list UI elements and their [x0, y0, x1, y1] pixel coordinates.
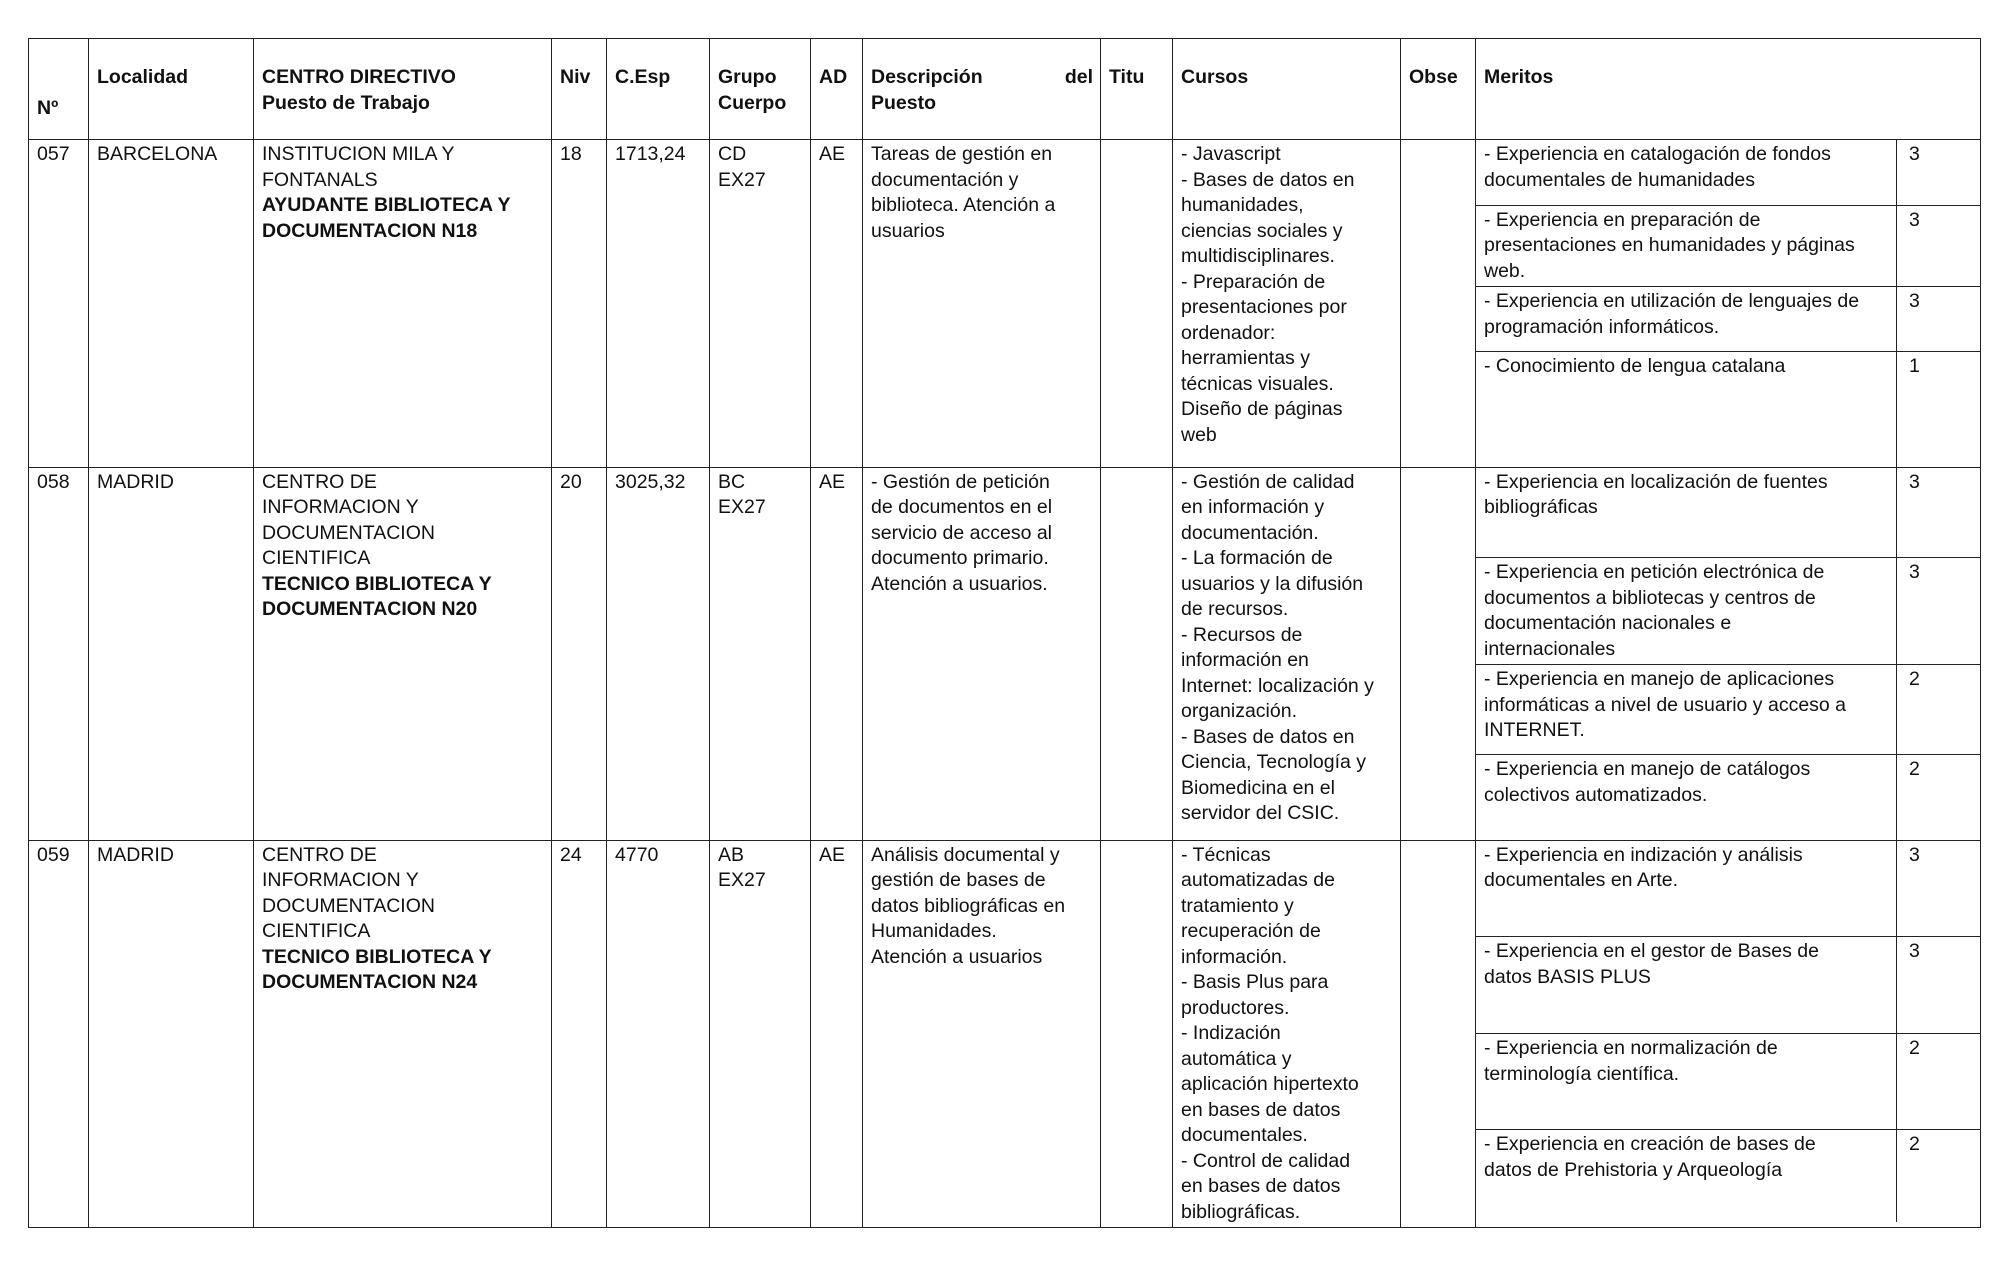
merit-text: - Conocimiento de lengua catalana: [1484, 355, 1786, 377]
row-no: 057: [29, 140, 89, 468]
header-niv: Niv: [552, 39, 607, 140]
meritos-list: [1476, 841, 1980, 1222]
row-obse: [1401, 467, 1476, 840]
merit-item: [1476, 937, 1980, 1034]
merit-item: [1476, 558, 1980, 665]
header-centro: [254, 39, 552, 140]
row-no: 059: [29, 840, 89, 1228]
merit-points: 3: [1897, 558, 1981, 665]
table-row: [29, 140, 1981, 468]
row-ad: AE: [811, 140, 863, 468]
header-no: Nº: [29, 39, 89, 140]
row-cesp: 3025,32: [607, 467, 710, 840]
row-cursos: - Técnicas automatizadas de tratamiento y recuperación de información. - Basis Plus para productores. - Indización automática y aplicación hipertexto en bases de datos documentales. - Control de calidad en bases de datos bibliográficas.: [1173, 840, 1401, 1228]
row-titu: [1101, 140, 1173, 468]
merit-text: - Experiencia en normalización de terminología científica.: [1476, 1034, 1897, 1130]
row-centro: CENTRO DE INFORMACION Y DOCUMENTACION CIENTIFICA: [262, 843, 435, 942]
header-row: [29, 39, 1981, 140]
row-niv: 24: [552, 840, 607, 1228]
merit-points: 1: [1897, 352, 1981, 467]
row-ad: AE: [811, 467, 863, 840]
merit-item: [1476, 665, 1980, 755]
row-grupo: AB EX27: [710, 840, 811, 1228]
meritos-list: [1476, 140, 1980, 467]
merit-points: 3: [1897, 205, 1981, 287]
merit-text: - Experiencia en manejo de catálogos colectivos automatizados.: [1484, 758, 1811, 806]
row-titu: [1101, 840, 1173, 1228]
row-puesto: AYUDANTE BIBLIOTECA Y DOCUMENTACION N18: [262, 194, 511, 242]
merit-text: - Experiencia en indización y análisis documentales en Arte.: [1476, 841, 1897, 937]
header-titu: Titu: [1101, 39, 1173, 140]
header-ad: AD: [811, 39, 863, 140]
merit-item: [1476, 1034, 1980, 1130]
row-cesp: 4770: [607, 840, 710, 1228]
merit-item: [1476, 140, 1980, 205]
header-descripcion: [863, 39, 1101, 140]
row-centro-puesto: [254, 140, 552, 468]
merit-points: 3: [1897, 937, 1981, 1034]
merit-points: 2: [1897, 755, 1981, 840]
row-meritos: [1476, 467, 1981, 840]
merit-points: 3: [1897, 140, 1981, 205]
header-obse: Obse: [1401, 39, 1476, 140]
row-grupo: BC EX27: [710, 467, 811, 840]
header-cursos: Cursos: [1173, 39, 1401, 140]
row-localidad: MADRID: [89, 840, 254, 1228]
merit-item: [1476, 352, 1980, 467]
row-puesto: TECNICO BIBLIOTECA Y DOCUMENTACION N24: [262, 945, 492, 993]
row-localidad: MADRID: [89, 467, 254, 840]
row-meritos: [1476, 140, 1981, 468]
merit-item: [1476, 205, 1980, 287]
row-centro-puesto: [254, 840, 552, 1228]
row-grupo: CD EX27: [710, 140, 811, 468]
row-obse: [1401, 840, 1476, 1228]
header-grupo-line2: Cuerpo: [718, 91, 787, 114]
header-localidad: Localidad: [89, 39, 254, 140]
header-centro-line2: Puesto de Trabajo: [262, 91, 430, 114]
table-row: [29, 467, 1981, 840]
row-niv: 18: [552, 140, 607, 468]
merit-points: 3: [1897, 287, 1981, 352]
row-puesto: TECNICO BIBLIOTECA Y DOCUMENTACION N20: [262, 572, 492, 620]
header-desc-line2: Puesto: [871, 91, 937, 114]
row-descripcion: - Gestión de petición de documentos en el servicio de acceso al documento primario. Atención a usuarios.: [863, 467, 1101, 840]
header-meritos: Meritos: [1476, 39, 1981, 140]
row-cursos: - Gestión de calidad en información y documentación. - La formación de usuarios y la difusión de recursos. - Recursos de información en Internet: localización y organización. - Bases de datos en Ciencia, Tecnología y Biomedicina en el servidor del CSIC.: [1173, 467, 1401, 840]
header-desc-word2: del: [1064, 66, 1093, 88]
row-cesp: 1713,24: [607, 140, 710, 468]
merit-item: [1476, 1130, 1980, 1222]
merit-text: - Experiencia en el gestor de Bases de datos BASIS PLUS: [1476, 937, 1897, 1034]
header-desc-word1: Descripción: [871, 66, 983, 88]
row-obse: [1401, 140, 1476, 468]
merit-text: - Experiencia en utilización de lenguajes de programación informáticos.: [1476, 287, 1897, 352]
row-localidad: BARCELONA: [89, 140, 254, 468]
header-centro-line1: CENTRO DIRECTIVO: [262, 66, 456, 88]
row-centro: CENTRO DE INFORMACION Y DOCUMENTACION CIENTIFICA: [262, 470, 435, 569]
meritos-list: [1476, 468, 1980, 840]
row-meritos: [1476, 840, 1981, 1228]
merit-item: [1476, 287, 1980, 352]
job-listing-table: [28, 38, 1981, 1228]
row-descripcion: Análisis documental y gestión de bases de datos bibliográficas en Humanidades. Atención a usuarios: [863, 840, 1101, 1228]
merit-points: 3: [1897, 468, 1981, 558]
row-titu: [1101, 467, 1173, 840]
header-grupo: [710, 39, 811, 140]
header-grupo-line1: Grupo: [718, 66, 777, 88]
row-niv: 20: [552, 467, 607, 840]
row-centro-puesto: [254, 467, 552, 840]
merit-points: 2: [1897, 1034, 1981, 1130]
row-cursos: - Javascript - Bases de datos en humanidades, ciencias sociales y multidisciplinares. - Preparación de presentaciones por ordenador: herramientas y técnicas visuales. Diseño de páginas web: [1173, 140, 1401, 468]
merit-item: [1476, 841, 1980, 937]
merit-item: [1476, 468, 1980, 558]
row-descripcion: Tareas de gestión en documentación y biblioteca. Atención a usuarios: [863, 140, 1101, 468]
merit-text: - Experiencia en preparación de presentaciones en humanidades y páginas web.: [1476, 205, 1897, 287]
merit-text: - Experiencia en manejo de aplicaciones informáticas a nivel de usuario y acceso a INTERNET.: [1476, 665, 1897, 755]
table-row: [29, 840, 1981, 1228]
merit-points: 3: [1897, 841, 1981, 937]
row-centro: INSTITUCION MILA Y FONTANALS: [262, 143, 455, 191]
merit-text: - Experiencia en creación de bases de datos de Prehistoria y Arqueología: [1484, 1133, 1816, 1181]
merit-text: - Experiencia en catalogación de fondos documentales de humanidades: [1476, 140, 1897, 205]
row-no: 058: [29, 467, 89, 840]
row-ad: AE: [811, 840, 863, 1228]
merit-points: 2: [1897, 665, 1981, 755]
header-cesp: C.Esp: [607, 39, 710, 140]
merit-text: - Experiencia en petición electrónica de documentos a bibliotecas y centros de documentación nacionales e internacionales: [1476, 558, 1897, 665]
merit-points: 2: [1897, 1130, 1981, 1222]
merit-item: [1476, 755, 1980, 840]
merit-text: - Experiencia en localización de fuentes bibliográficas: [1476, 468, 1897, 558]
